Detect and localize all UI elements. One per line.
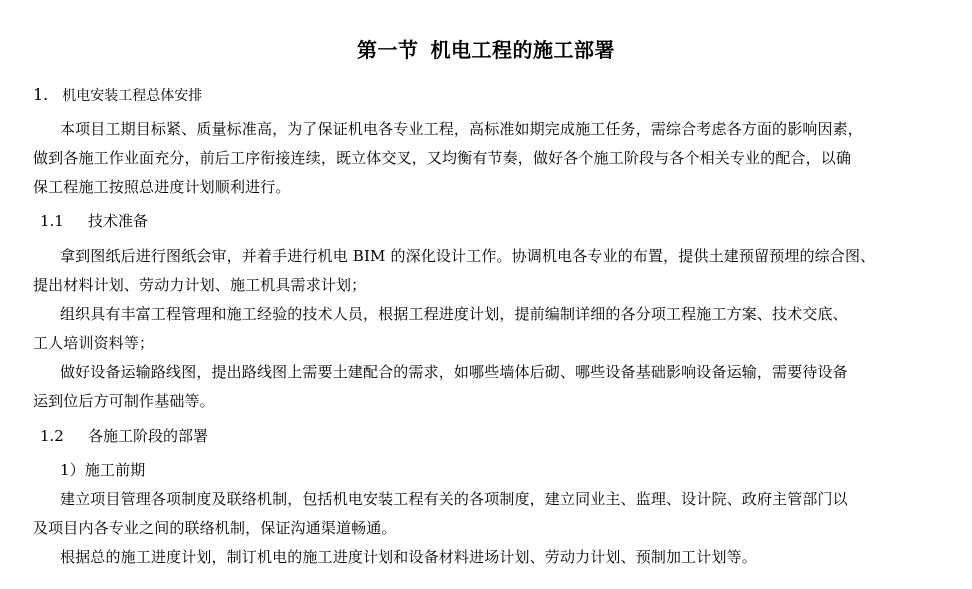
heading-1-1	[40, 211, 148, 231]
para5-line2: 及项目内各专业之间的联络机制，保证沟通渠道畅通。	[33, 519, 397, 537]
heading-1-1-number: 1.1	[40, 212, 64, 230]
heading-1	[33, 85, 202, 106]
para2-line1: 拿到图纸后进行图纸会审，并着手进行机电 BIM 的深化设计工作。协调机电各专业的布置，提供土建预留预埋的综合图、	[60, 247, 876, 265]
page-title	[0, 34, 972, 63]
para1-line3: 保工程施工按照总进度计划顺利进行。	[33, 178, 291, 196]
para3-line2: 工人培训资料等；	[33, 334, 155, 352]
subheading-preconstruction: 1）施工前期	[60, 461, 146, 479]
para5-line1: 建立项目管理各项制度及联络机制，包括机电安装工程有关的各项制度，建立同业主、监理、设计院、政府主管部门以	[60, 490, 848, 508]
heading-1-1-text: 技术准备	[88, 212, 149, 230]
para1-line1: 本项目工期目标紧、质量标准高，为了保证机电各专业工程，高标准如期完成施工任务，需综合考虑各方面的影响因素，	[60, 120, 863, 138]
heading-1-2-number: 1.2	[40, 427, 64, 445]
heading-1-2-text: 各施工阶段的部署	[88, 427, 209, 445]
para4-line2: 运到位后方可制作基础等。	[33, 392, 215, 410]
para6-line1: 根据总的施工进度计划，制订机电的施工进度计划和设备材料进场计划、劳动力计划、预制加工计划等。	[60, 548, 757, 566]
heading-1-2	[40, 426, 208, 446]
para4-line1: 做好设备运输路线图，提出路线图上需要土建配合的需求，如哪些墙体后砌、哪些设备基础影响设备运输，需要待设备	[60, 363, 848, 381]
para1-line2: 做到各施工作业面充分，前后工序衔接连续，既立体交叉，又均衡有节奏，做好各个施工阶段与各个相关专业的配合，以确	[33, 149, 852, 167]
heading-1-text: 机电安装工程总体安排	[62, 88, 203, 104]
heading-1-number: 1.	[33, 85, 49, 104]
section-number: 第一节	[357, 38, 419, 62]
para3-line1: 组织具有丰富工程管理和施工经验的技术人员，根据工程进度计划，提前编制详细的各分项工程施工方案、技术交底、	[60, 305, 848, 323]
para2-line2: 提出材料计划、劳动力计划、施工机具需求计划；	[33, 276, 367, 294]
section-title: 机电工程的施工部署	[430, 38, 615, 62]
